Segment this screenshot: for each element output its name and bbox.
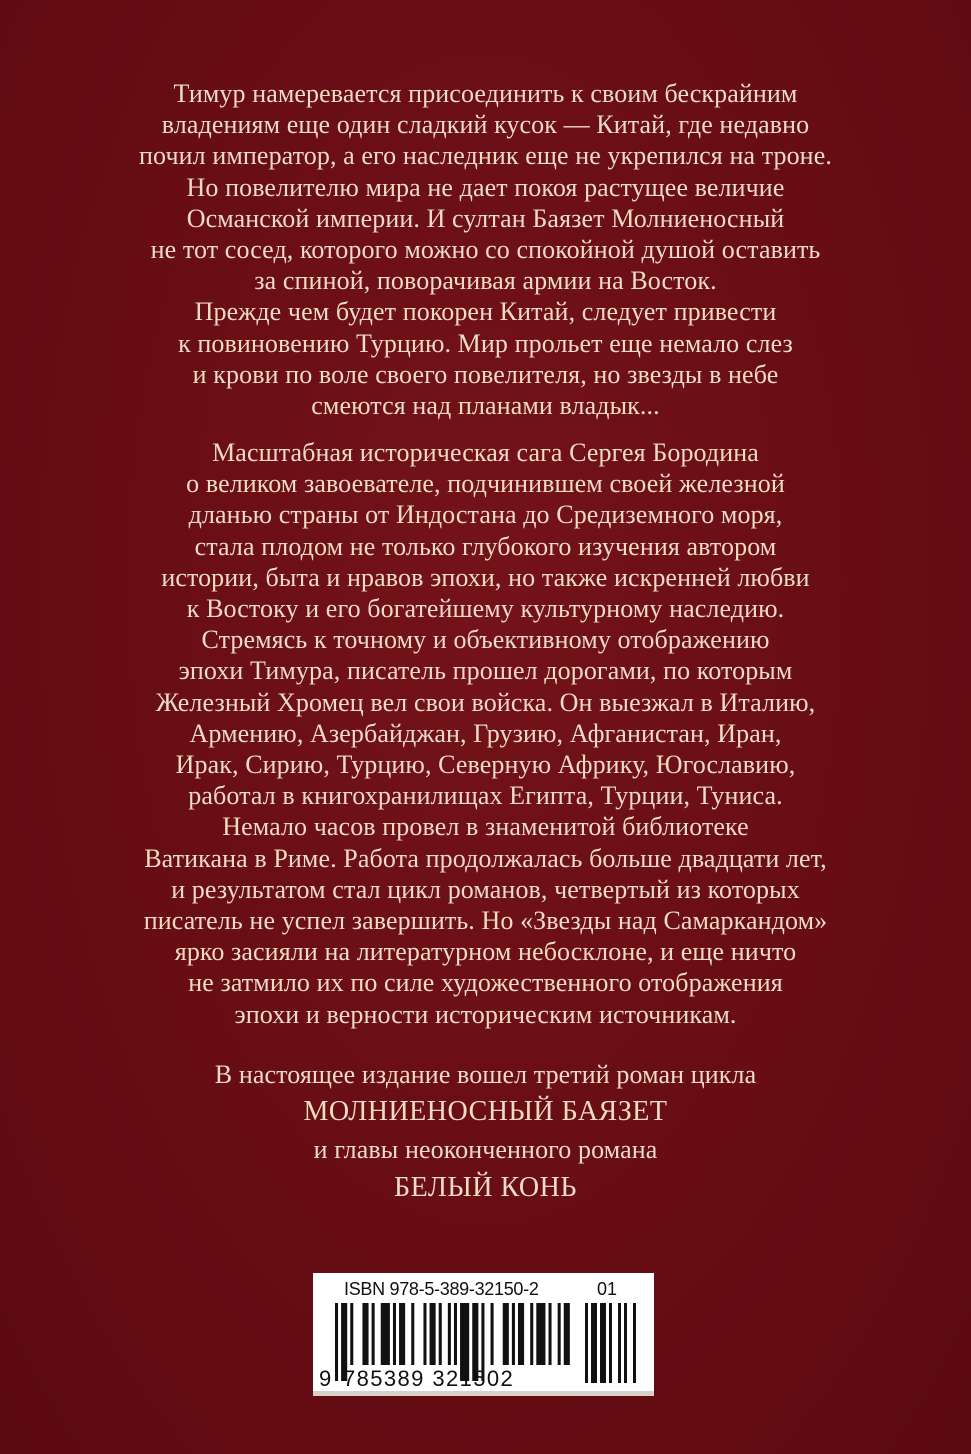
barcode-addon-bar (633, 1303, 636, 1383)
text-line: ярко засияли на литературном небосклоне, и еще ничто (174, 937, 797, 967)
text-line: смеются над планами владык... (311, 391, 660, 421)
barcode-bar (549, 1303, 552, 1365)
barcode-lead-digit: 9 (319, 1366, 332, 1391)
chapters-intro: и главы неоконченного романа (313, 1135, 658, 1164)
text-line: за спиной, поворачивая армии на Восток. (254, 266, 717, 296)
barcode-bar (448, 1303, 451, 1365)
barcode-addon-bar (600, 1303, 606, 1383)
text-line: к повиновению Турцию. Мир прольет еще немало слез (178, 328, 793, 358)
barcode-digits: 785389 321502 (343, 1366, 515, 1391)
text-line: Масштабная историческая сага Сергея Бородина (212, 438, 759, 467)
barcode-bar (399, 1303, 405, 1365)
text-line: Османской империи. И султан Баязет Молниеносный (186, 203, 785, 233)
text-line: Стремясь к точному и объективному отображению (201, 625, 770, 655)
addon-code: 01 (597, 1279, 618, 1299)
barcode-bar (381, 1303, 390, 1365)
barcode-addon-bar (624, 1303, 627, 1383)
barcode-addon-bar (618, 1303, 621, 1383)
text-line: эпохи и верности историческим источникам. (234, 999, 737, 1029)
text-line: к Востоку и его богатейшему культурному наследию. (186, 594, 785, 624)
barcode-bar (362, 1303, 368, 1365)
text-line: работал в книгохранилищах Египта, Турции, Туниса. (188, 781, 783, 811)
text-line: Ватикана в Риме. Работа продолжалась больше двадцати лет, (144, 843, 827, 873)
text-line: владениям еще один сладкий кусок — Китай, где недавно (161, 110, 810, 140)
barcode-bar (423, 1303, 426, 1365)
barcode-bar (335, 1303, 338, 1381)
text-line: Железный Хромец вел свои войска. Он выезжал в Италию, (155, 687, 816, 717)
text-line: и результатом стал цикл романов, четвертый из которых (171, 874, 800, 904)
text-line: о великом завоевателе, подчинившем своей железной (186, 469, 785, 499)
barcode-bar (491, 1303, 494, 1365)
text-line: Но повелителю мира не дает покоя растущее величие (186, 172, 785, 202)
text-line: не тот сосед, которого можно со спокойной душой оставить (150, 235, 821, 265)
barcode-addon-bar (585, 1303, 588, 1383)
unfinished-novel-title: БЕЛЫЙ КОНЬ (394, 1172, 577, 1203)
annotation-paragraph-1 (60, 78, 911, 421)
text-line: и крови по воле своего повелителя, но звезды в небе (192, 359, 779, 389)
text-line: эпохи Тимура, писатель прошел дорогами, по которым (178, 656, 793, 686)
isbn-barcode (313, 1273, 654, 1396)
barcode-bar (411, 1303, 414, 1365)
barcode-bar (518, 1303, 524, 1365)
text-line: не затмило их по силе художественного отображения (188, 968, 783, 998)
text-line: дланью страны от Индостана до Средиземного моря, (188, 500, 783, 530)
barcode-bar (530, 1303, 533, 1365)
barcode-bar (503, 1303, 509, 1365)
barcode-bar (439, 1303, 442, 1365)
barcode-bar (430, 1303, 436, 1365)
barcode-bar (558, 1303, 561, 1365)
barcode-bar (350, 1303, 353, 1365)
text-line: Прежде чем будет покорен Китай, следует привести (194, 297, 777, 327)
novel-title: МОЛНИЕНОСНЫЙ БАЯЗЕТ (303, 1096, 668, 1127)
edition-info (60, 1058, 911, 1208)
barcode-bar (512, 1303, 515, 1365)
isbn-label: ISBN 978-5-389-32150-2 (344, 1279, 539, 1299)
barcode-bar (393, 1303, 396, 1365)
text-line: Ирак, Сирию, Турцию, Северную Африку, Югославию, (175, 750, 796, 780)
text-line: стала плодом не только глубокого изучения автором (194, 531, 777, 561)
edition-intro: В настоящее издание вошел третий роман цикла (214, 1060, 757, 1089)
barcode-bar (372, 1303, 375, 1365)
text-line: писатель не успел завершить. Но «Звезды над Самаркандом» (143, 906, 828, 936)
text-line: почил император, а его наследник еще не укрепился на троне. (139, 141, 832, 171)
text-line: Армению, Азербайджан, Грузию, Афганистан, Иран, (189, 718, 782, 748)
barcode-addon-bar (591, 1303, 597, 1383)
barcode-bar (564, 1303, 570, 1365)
barcode-bar (536, 1303, 545, 1365)
text-line: истории, быта и нравов эпохи, но также искренней любви (161, 562, 810, 592)
annotation-paragraph-2 (60, 437, 911, 1030)
barcode-bar (454, 1303, 457, 1365)
barcode-addon-bar (609, 1303, 612, 1383)
text-line: Тимур намеревается присоединить к своим бескрайним (173, 79, 798, 108)
text-line: Немало часов провел в знаменитой библиотеке (222, 812, 749, 842)
